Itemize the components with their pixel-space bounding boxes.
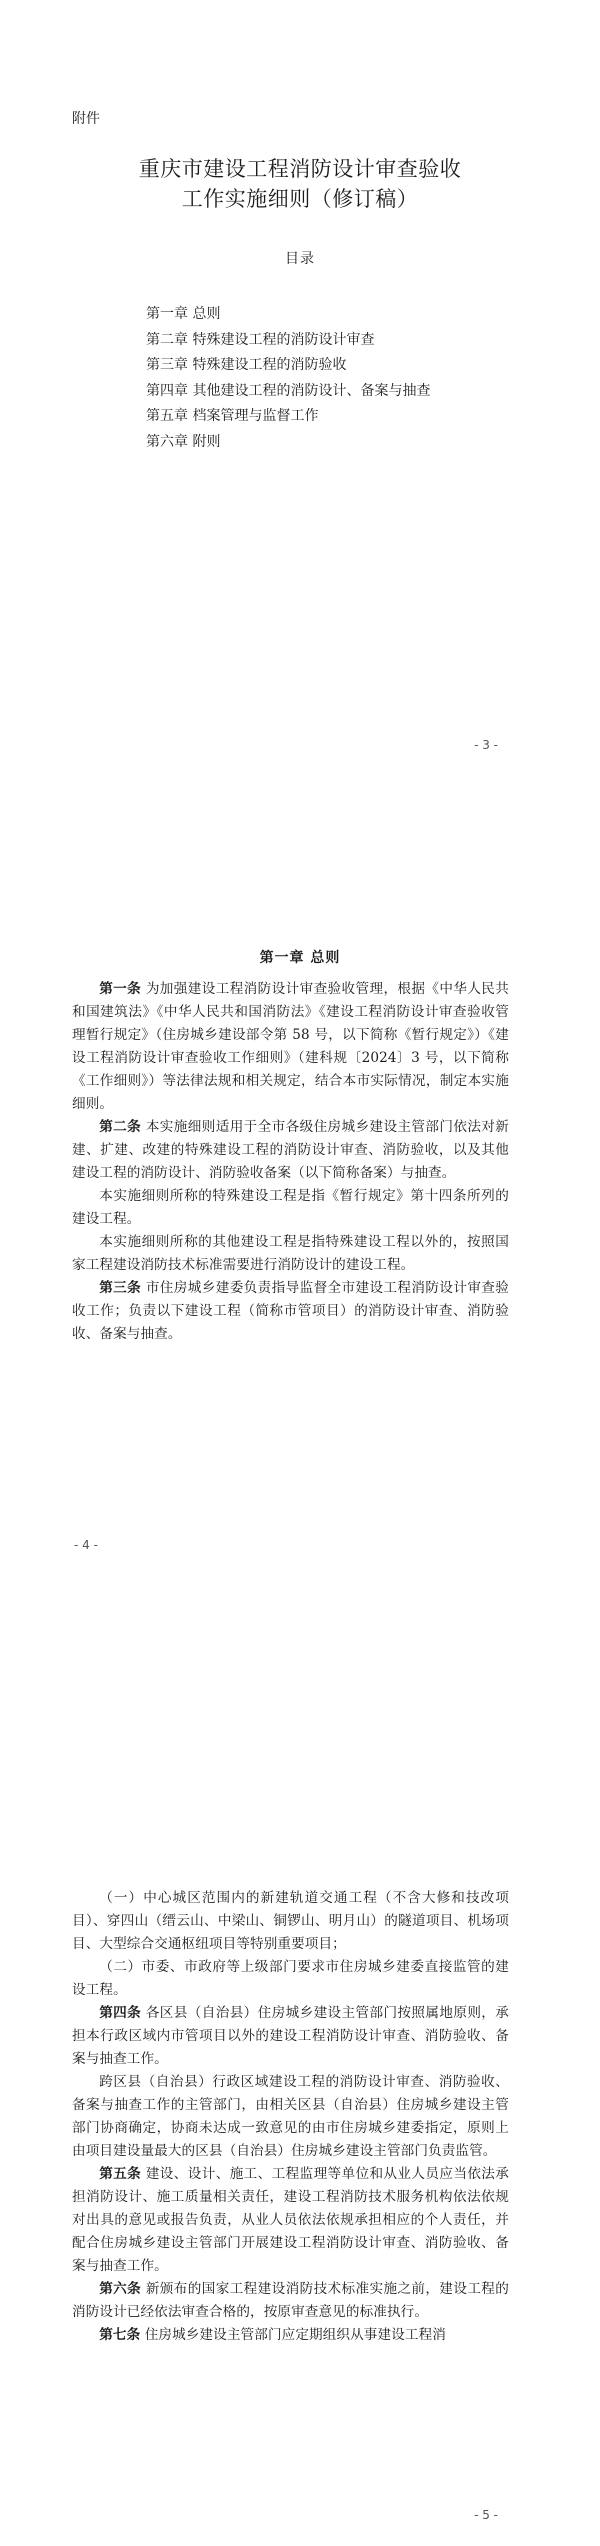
paragraph-text: 各区县（自治县）住房城乡建设主管部门按照属地原则，承担本行政区域内市管项目以外的建设工程消防设计审查、消防验收、备案与抽查工作。	[72, 2005, 509, 2067]
paragraph	[72, 1277, 509, 1346]
paragraph	[72, 2278, 509, 2324]
page-2	[0, 800, 600, 1650]
paragraph-text: 住房城乡建设主管部门应定期组织从事建设工程消	[140, 2327, 446, 2343]
page-number: - 5 -	[474, 2508, 498, 2522]
paragraph-text: 本实施细则所称的特殊建设工程是指《暂行规定》第十四条所列的建设工程。	[72, 1188, 509, 1227]
toc-item: 第四章 其他建设工程的消防设计、备案与抽查	[146, 382, 431, 399]
document-title-line-1: 重庆市建设工程消防设计审查验收	[138, 157, 462, 181]
paragraph	[72, 1956, 509, 2002]
paragraph-text: 建设、设计、施工、工程监理等单位和从业人员应当依法承担消防设计、施工质量相关责任，建设工程消防技术服务机构依法依规对出具的意见或报告负责，从业人员依法依规承担相应的个人责任，并配合住房城乡建设主管部门开展建设工程消防设计审查、消防验收、备案与抽查工作。	[72, 2166, 509, 2274]
article-number: 第五条	[99, 2166, 142, 2182]
paragraph	[72, 2163, 509, 2278]
article-number: 第七条	[99, 2327, 141, 2343]
page-1	[0, 0, 600, 800]
paragraph	[72, 2002, 509, 2071]
paragraph-text: 本实施细则所称的其他建设工程是指特殊建设工程以外的，按照国家工程建设消防技术标准需要进行消防设计的建设工程。	[72, 1234, 509, 1273]
page-3-body	[72, 1887, 509, 2347]
paragraph	[72, 2324, 509, 2347]
paragraph	[72, 1231, 509, 1277]
article-number: 第三条	[99, 1280, 142, 1296]
paragraph	[72, 978, 509, 1116]
paragraph-text: 本实施细则适用于全市各级住房城乡建设主管部门依法对新建、扩建、改建的特殊建设工程的消防设计审查、消防验收，以及其他建设工程的消防设计、消防验收备案（以下简称备案）与抽查。	[72, 1119, 509, 1181]
article-number: 第二条	[99, 1119, 142, 1135]
paragraph-text: （二）市委、市政府等上级部门要求市住房城乡建委直接监管的建设工程。	[72, 1959, 509, 1998]
toc-item: 第二章 特殊建设工程的消防设计审查	[146, 331, 375, 348]
page-number: - 4 -	[74, 1538, 98, 1552]
document-title-line-2: 工作实施细则（修订稿）	[181, 187, 419, 211]
chapter-title: 第一章 总则	[259, 950, 341, 966]
article-number: 第六条	[99, 2281, 142, 2297]
toc-item: 第五章 档案管理与监督工作	[146, 408, 319, 425]
attachment-label: 附件	[72, 111, 100, 127]
paragraph	[72, 1116, 509, 1185]
paragraph-text: 跨区县（自治县）行政区域建设工程的消防设计审查、消防验收、备案与抽查工作的主管部门，由相关区县（自治县）住房城乡建设主管部门协商确定，协商未达成一致意见的由市住房城乡建委指定，原则上由项目建设量最大的区县（自治县）住房城乡建设主管部门负责监管。	[72, 2074, 509, 2159]
page-3	[0, 1650, 600, 2546]
paragraph	[72, 1887, 509, 1956]
paragraph-text: 新颁布的国家工程建设消防技术标准实施之前，建设工程的消防设计已经依法审查合格的，按原审查意见的标准执行。	[72, 2281, 509, 2320]
toc-title: 目录	[285, 251, 315, 267]
paragraph-text: 为加强建设工程消防设计审查验收管理，根据《中华人民共和国建筑法》《中华人民共和国消防法》《建设工程消防设计审查验收管理暂行规定》（住房城乡建设部令第 58 号，以下简称《暂行规定》）《建设工程消防设计审查验收工作细则》（建科规〔2024〕3 号，以下简称《工作细则》）等法律法规和相关规定，结合本市实际情况，制定本实施细则。	[72, 981, 509, 1112]
table-of-contents	[146, 302, 430, 456]
page-2-body	[72, 978, 509, 1346]
paragraph	[72, 1185, 509, 1231]
toc-item: 第三章 特殊建设工程的消防验收	[146, 357, 347, 374]
paragraph	[72, 2071, 509, 2163]
page-number: - 3 -	[474, 738, 498, 752]
paragraph-text: 市住房城乡建委负责指导监督全市建设工程消防设计审查验收工作；负责以下建设工程（简称市管项目）的消防设计审查、消防验收、备案与抽查。	[72, 1280, 509, 1342]
paragraph-text: （一）中心城区范围内的新建轨道交通工程（不含大修和技改项目）、穿四山（缙云山、中梁山、铜锣山、明月山）的隧道项目、机场项目、大型综合交通枢纽项目等特别重要项目；	[72, 1890, 509, 1952]
toc-item: 第六章 附则	[146, 433, 221, 450]
toc-item: 第一章 总则	[146, 306, 221, 322]
article-number: 第四条	[99, 2005, 142, 2021]
article-number: 第一条	[99, 981, 142, 997]
